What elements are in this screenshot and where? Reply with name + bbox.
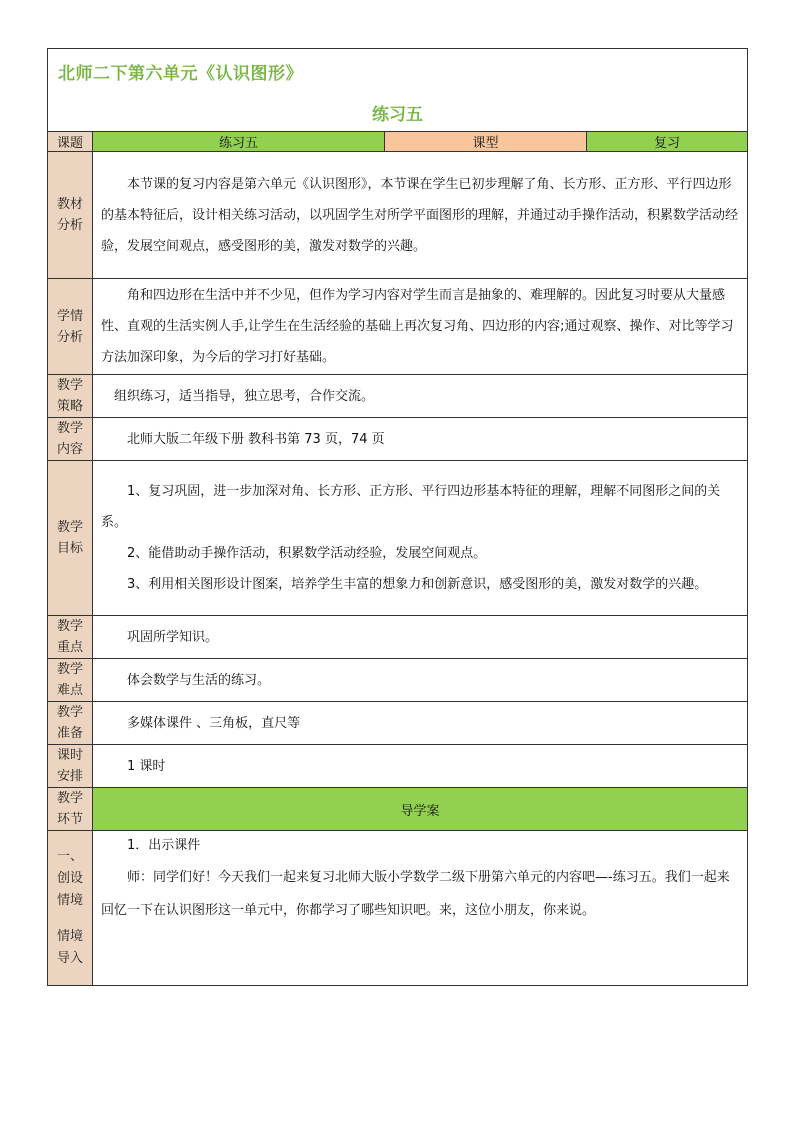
stage-one-label: 一、 创设 情境 情境 导入 bbox=[48, 831, 93, 986]
learner-analysis-text: 角和四边形在生活中并不少见，但作为学习内容对学生而言是抽象的、难理解的。因此复习时要从大量感性、直观的生活实例人手,让学生在生活经验的基础上再次复习角、四边形的内容;通过观察、操作、对比等学习方法加深印象，为今后的学习打好基础。 bbox=[93, 279, 748, 375]
key-points-text: 巩固所学知识。 bbox=[93, 616, 748, 659]
stage-one-row bbox=[48, 831, 748, 986]
topic-row bbox=[48, 132, 748, 152]
topic-value: 练习五 bbox=[93, 132, 385, 152]
difficulties-row bbox=[48, 659, 748, 702]
schedule-text: 1 课时 bbox=[93, 745, 748, 788]
lesson-type-label: 课型 bbox=[385, 132, 587, 152]
document-subtitle: 练习五 bbox=[372, 105, 423, 125]
textbook-analysis-label: 教材 分析 bbox=[48, 152, 93, 279]
content-label: 教学 内容 bbox=[48, 418, 93, 461]
schedule-row bbox=[48, 745, 748, 788]
learner-analysis-row bbox=[48, 279, 748, 375]
goal-item: 2、能借助动手操作活动，积累数学活动经验，发展空间观点。 bbox=[127, 546, 487, 561]
stage-one-step: 1．出示课件 bbox=[127, 838, 201, 853]
goals-text bbox=[93, 461, 748, 616]
process-label: 教学 环节 bbox=[48, 788, 93, 831]
schedule-label: 课时 安排 bbox=[48, 745, 93, 788]
preparation-row bbox=[48, 702, 748, 745]
textbook-analysis-row bbox=[48, 152, 748, 279]
textbook-analysis-text: 本节课的复习内容是第六单元《认识图形》，本节课在学生已初步理解了角、长方形、正方形、平行四边形的基本特征后，设计相关练习活动，以巩固学生对所学平面图形的理解，并通过动手操作活动，积累数学活动经验，发展空间观点，感受图形的美，激发对数学的兴趣。 bbox=[93, 152, 748, 279]
process-title: 导学案 bbox=[93, 788, 748, 831]
preparation-text: 多媒体课件 、三角板，直尺等 bbox=[93, 702, 748, 745]
strategy-row bbox=[48, 375, 748, 418]
strategy-label: 教学 策略 bbox=[48, 375, 93, 418]
difficulties-text: 体会数学与生活的练习。 bbox=[93, 659, 748, 702]
goal-item: 3、利用相关图形设计图案，培养学生丰富的想象力和创新意识，感受图形的美，激发对数学的兴趣。 bbox=[127, 577, 708, 592]
title-cell bbox=[48, 49, 748, 132]
lesson-plan-sheet bbox=[47, 48, 747, 986]
difficulties-label: 教学 难点 bbox=[48, 659, 93, 702]
strategy-text: 组织练习，适当指导，独立思考，合作交流。 bbox=[93, 375, 748, 418]
title-row bbox=[48, 49, 748, 132]
goal-item: 1、复习巩固，进一步加深对角、长方形、正方形、平行四边形基本特征的理解，理解不同图形之间的关系。 bbox=[101, 484, 721, 530]
content-text: 北师大版二年级下册 教科书第 73 页，74 页 bbox=[93, 418, 748, 461]
lesson-plan-table bbox=[47, 48, 748, 986]
document-title: 北师二下第六单元《认识图形》 bbox=[58, 64, 303, 84]
lesson-type-value: 复习 bbox=[587, 132, 748, 152]
stage-one-dialogue: 师：同学们好！今天我们一起来复习北师大版小学数学二级下册第六单元的内容吧—-练习五。我们一起来回忆一下在认识图形这一单元中，你都学习了哪些知识吧。来，这位小朋友，你来说。 bbox=[101, 870, 730, 918]
goals-row bbox=[48, 461, 748, 616]
preparation-label: 教学 准备 bbox=[48, 702, 93, 745]
key-points-label: 教学 重点 bbox=[48, 616, 93, 659]
goals-label: 教学 目标 bbox=[48, 461, 93, 616]
process-row bbox=[48, 788, 748, 831]
topic-label: 课题 bbox=[48, 132, 93, 152]
learner-analysis-label: 学情 分析 bbox=[48, 279, 93, 375]
stage-one-text bbox=[93, 831, 748, 986]
content-row bbox=[48, 418, 748, 461]
key-points-row bbox=[48, 616, 748, 659]
